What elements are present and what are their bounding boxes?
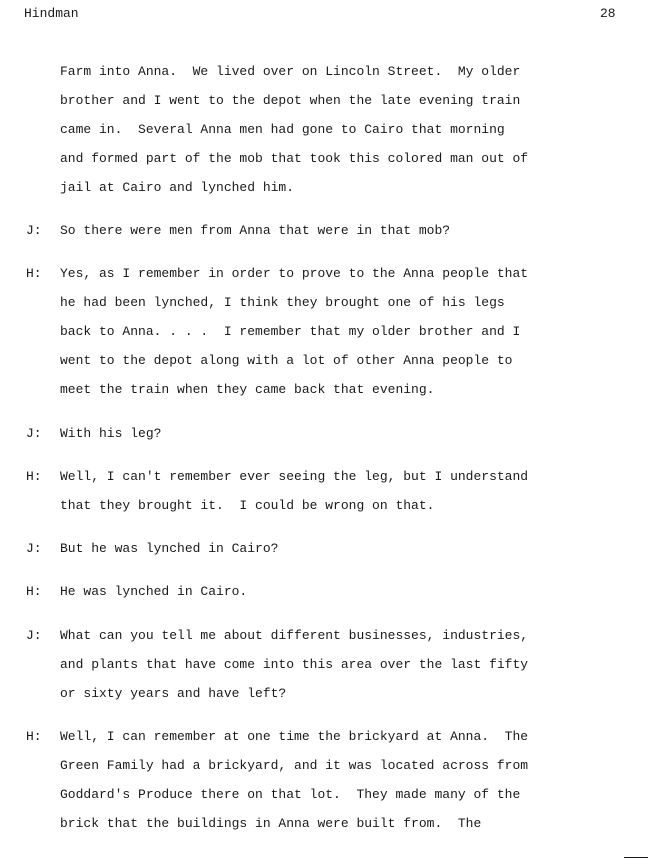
page-corner-mark xyxy=(624,857,648,858)
transcript-line: or sixty years and have left? xyxy=(60,686,287,701)
speaker-label: H: xyxy=(26,469,42,484)
transcript-line: came in. Several Anna men had gone to Cairo that morning xyxy=(60,122,505,137)
speaker-label: J: xyxy=(26,223,42,238)
transcript-line: that they brought it. I could be wrong on that. xyxy=(60,498,435,513)
transcript-line: and formed part of the mob that took this colored man out of xyxy=(60,151,529,166)
page-number: 28 xyxy=(600,6,616,21)
transcript-line: Well, I can remember at one time the brickyard at Anna. The xyxy=(60,729,529,744)
transcript-line: What can you tell me about different businesses, industries, xyxy=(60,628,529,643)
speaker-label: J: xyxy=(26,628,42,643)
transcript-line: Well, I can't remember ever seeing the leg, but I understand xyxy=(60,469,529,484)
transcript-line: Farm into Anna. We lived over on Lincoln Street. My older xyxy=(60,64,521,79)
speaker-label: H: xyxy=(26,266,42,281)
speaker-label: J: xyxy=(26,426,42,441)
transcript-line: Goddard's Produce there on that lot. They made many of the xyxy=(60,787,521,802)
transcript-line: went to the depot along with a lot of other Anna people to xyxy=(60,353,513,368)
speaker-label: H: xyxy=(26,584,42,599)
transcript-line: But he was lynched in Cairo? xyxy=(60,541,279,556)
transcript-line: and plants that have come into this area over the last fifty xyxy=(60,657,529,672)
transcript-line: he had been lynched, I think they brought one of his legs xyxy=(60,295,505,310)
transcript-line: back to Anna. . . . I remember that my older brother and I xyxy=(60,324,521,339)
transcript-line: meet the train when they came back that evening. xyxy=(60,382,435,397)
speaker-label: H: xyxy=(26,729,42,744)
transcript-line: Yes, as I remember in order to prove to the Anna people that xyxy=(60,266,529,281)
transcript-line: Green Family had a brickyard, and it was located across from xyxy=(60,758,529,773)
transcript-line: jail at Cairo and lynched him. xyxy=(60,180,295,195)
page-header-name: Hindman xyxy=(24,6,79,21)
transcript-line: brother and I went to the depot when the late evening train xyxy=(60,93,521,108)
transcript-line: So there were men from Anna that were in that mob? xyxy=(60,223,451,238)
transcript-line: He was lynched in Cairo. xyxy=(60,584,248,599)
speaker-label: J: xyxy=(26,541,42,556)
transcript-line: brick that the buildings in Anna were built from. The xyxy=(60,816,482,831)
transcript-line: With his leg? xyxy=(60,426,162,441)
